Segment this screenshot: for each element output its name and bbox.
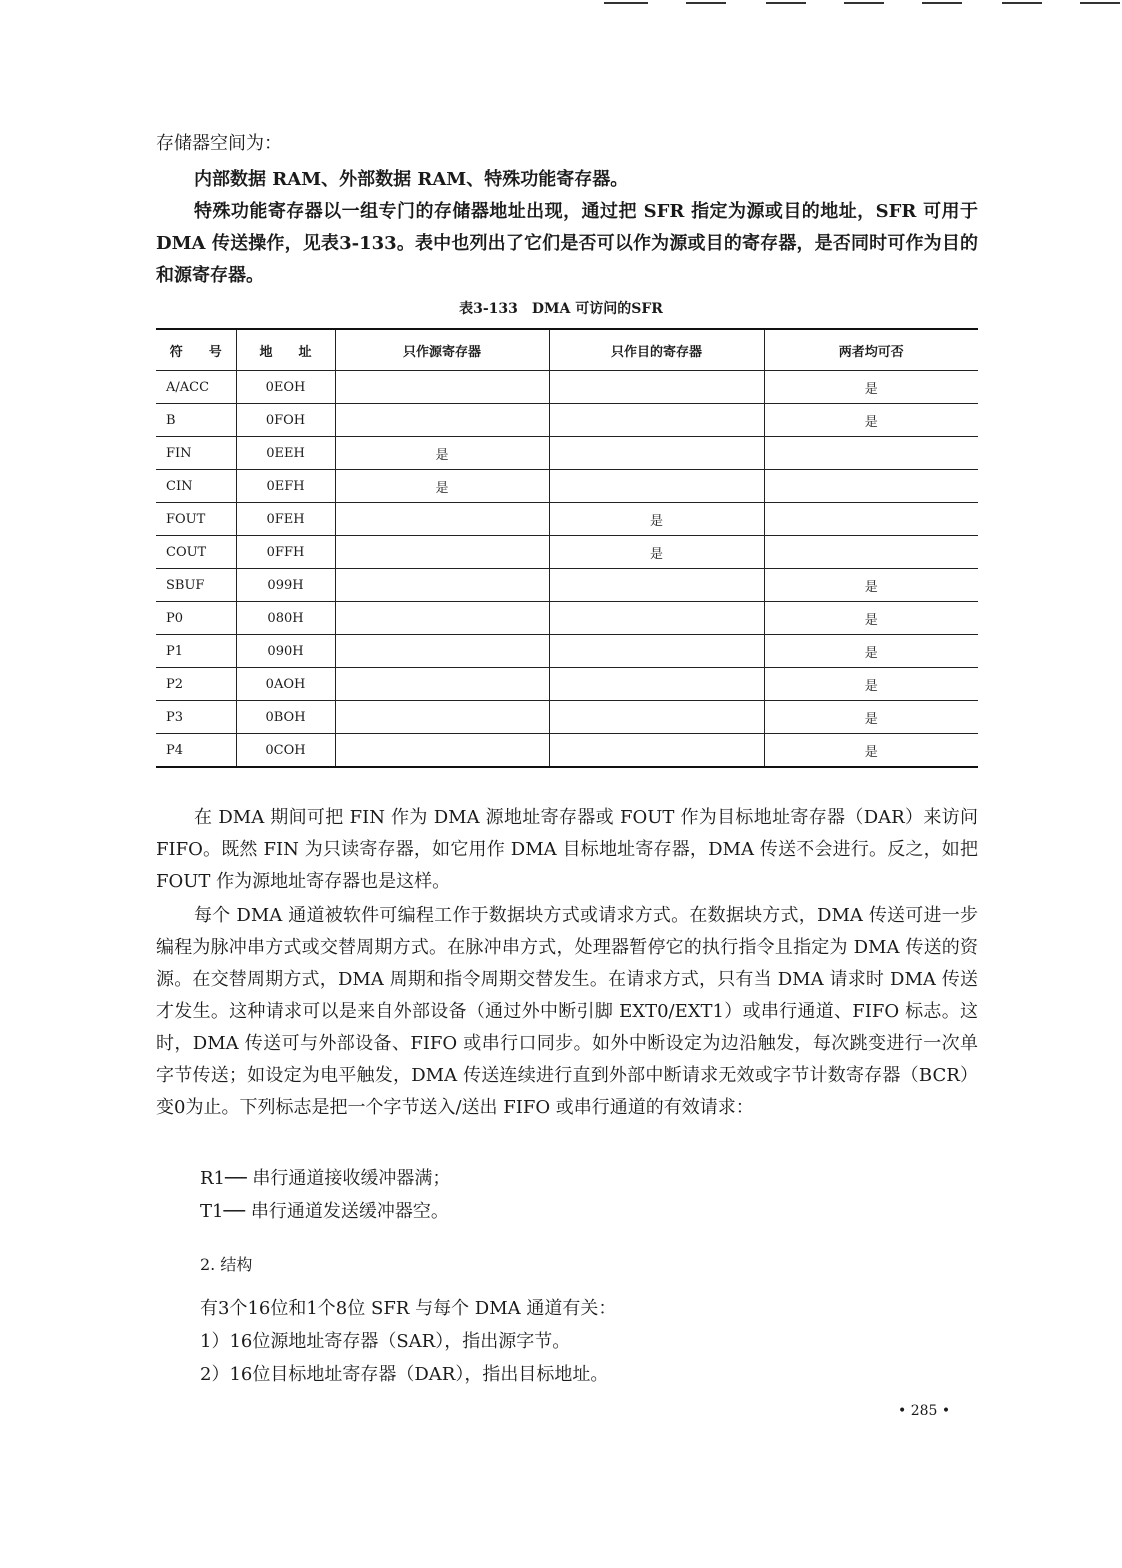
cell-both: 是 [764,371,978,404]
cell-source-only [335,371,549,404]
cell-both: 是 [764,668,978,701]
cell-address: 080H [236,602,335,635]
cell-both: 是 [764,734,978,768]
flag-item: R1── 串行通道接收缓冲器满； [200,1168,451,1189]
cell-both [764,437,978,470]
cell-address: 0BOH [236,701,335,734]
cell-dest-only [549,701,764,734]
cell-dest-only [549,437,764,470]
intro-label: 存储器空间为： [156,133,282,154]
table-row [156,503,978,536]
table-row [156,437,978,470]
cell-address: 0COH [236,734,335,768]
col-header-source-only: 只作源寄存器 [335,329,549,371]
cell-dest-only [549,602,764,635]
structure-item: 2）16位目标地址寄存器（DAR），指出目标地址。 [200,1364,609,1385]
table-row [156,635,978,668]
cell-source-only [335,503,549,536]
cell-symbol: CIN [156,470,236,503]
cell-address: 0FOH [236,404,335,437]
paragraph-sfr-intro: 特殊功能寄存器以一组专门的存储器地址出现，通过把 SFR 指定为源或目的地址，SFR 可用于 DMA 传送操作，见表3-133。表中也列出了它们是否可以作为源或目的寄存器，是否同时可作为目的和源寄存器。 [156,201,978,286]
structure-intro: 有3个16位和1个8位 SFR 与每个 DMA 通道有关： [200,1298,617,1319]
cell-both: 是 [764,569,978,602]
cell-dest-only [549,734,764,768]
cell-symbol: B [156,404,236,437]
paragraph-dma-modes: 每个 DMA 通道被软件可编程工作于数据块方式或请求方式。在数据块方式，DMA 传送可进一步编程为脉冲串方式或交替周期方式。在脉冲串方式，处理器暂停它的执行指令且指定为 DMA 传送的资源。在交替周期方式，DMA 周期和指令周期交替发生。在请求方式，只有当 DMA 请求时 DMA 传送才发生。这种请求可以是来自外部设备（通过外中断引脚 EXT0/EXT1）或串行通道、FIFO 标志。这时，DMA 传送可与外部设备、FIFO 或串行口同步。如外中断设定为边沿触发，每次跳变进行一次单字节传送；如设定为电平触发，DMA 传送连续进行直到外部中断请求无效或字节计数寄存器（BCR）变0为止。下列标志是把一个字节送入/送出 FIFO 或串行通道的有效请求： [156,905,978,1118]
cell-source-only: 是 [335,437,549,470]
cell-dest-only [549,371,764,404]
table-caption: 表3-133 DMA 可访问的SFR [459,301,663,317]
cell-dest-only: 是 [549,536,764,569]
page-number: • 285 • [898,1403,951,1419]
cell-both [764,536,978,569]
col-header-both: 两者均可否 [764,329,978,371]
cell-both: 是 [764,635,978,668]
cell-both: 是 [764,602,978,635]
section-title: 2. 结构 [200,1255,253,1274]
cell-address: 0EEH [236,437,335,470]
cell-address: 0EFH [236,470,335,503]
cell-source-only [335,668,549,701]
cell-source-only [335,734,549,768]
memory-spaces: 内部数据 RAM、外部数据 RAM、特殊功能寄存器。 [194,169,629,190]
table-row [156,536,978,569]
table-row [156,668,978,701]
table-row [156,734,978,768]
cell-symbol: P3 [156,701,236,734]
cell-both: 是 [764,701,978,734]
table-row [156,569,978,602]
cell-symbol: FIN [156,437,236,470]
cell-address: 0FEH [236,503,335,536]
cell-address: 0EOH [236,371,335,404]
table-header-row [156,329,978,371]
flag-list [200,1162,900,1228]
cell-both [764,503,978,536]
cell-source-only: 是 [335,470,549,503]
table-row [156,602,978,635]
header-rules [0,2,1122,6]
structure-list [200,1292,940,1391]
cell-symbol: COUT [156,536,236,569]
cell-symbol: P0 [156,602,236,635]
cell-symbol: A/ACC [156,371,236,404]
cell-dest-only [549,635,764,668]
cell-dest-only [549,470,764,503]
cell-dest-only [549,668,764,701]
cell-dest-only [549,404,764,437]
col-header-address: 地 址 [236,329,335,371]
cell-address: 099H [236,569,335,602]
col-header-dest-only: 只作目的寄存器 [549,329,764,371]
structure-item: 1）16位源地址寄存器（SAR），指出源字节。 [200,1331,571,1352]
cell-source-only [335,635,549,668]
table-row [156,470,978,503]
cell-source-only [335,569,549,602]
cell-both: 是 [764,404,978,437]
table-row [156,371,978,404]
cell-source-only [335,404,549,437]
cell-dest-only [549,569,764,602]
cell-symbol: SBUF [156,569,236,602]
cell-dest-only: 是 [549,503,764,536]
cell-symbol: P2 [156,668,236,701]
cell-both [764,470,978,503]
cell-symbol: FOUT [156,503,236,536]
flag-item: T1── 串行通道发送缓冲器空。 [200,1201,449,1222]
paragraph-fifo-access: 在 DMA 期间可把 FIN 作为 DMA 源地址寄存器或 FOUT 作为目标地址寄存器（DAR）来访问 FIFO。既然 FIN 为只读寄存器，如它用作 DMA 目标地址寄存器，DMA 传送不会进行。反之，如把 FOUT 作为源地址寄存器也是这样。 [156,807,978,892]
sfr-table [156,328,978,768]
cell-address: 0AOH [236,668,335,701]
cell-source-only [335,701,549,734]
cell-source-only [335,536,549,569]
cell-address: 0FFH [236,536,335,569]
table-row [156,701,978,734]
cell-symbol: P1 [156,635,236,668]
cell-symbol: P4 [156,734,236,768]
table-row [156,404,978,437]
col-header-symbol: 符 号 [156,329,236,371]
cell-source-only [335,602,549,635]
cell-address: 090H [236,635,335,668]
